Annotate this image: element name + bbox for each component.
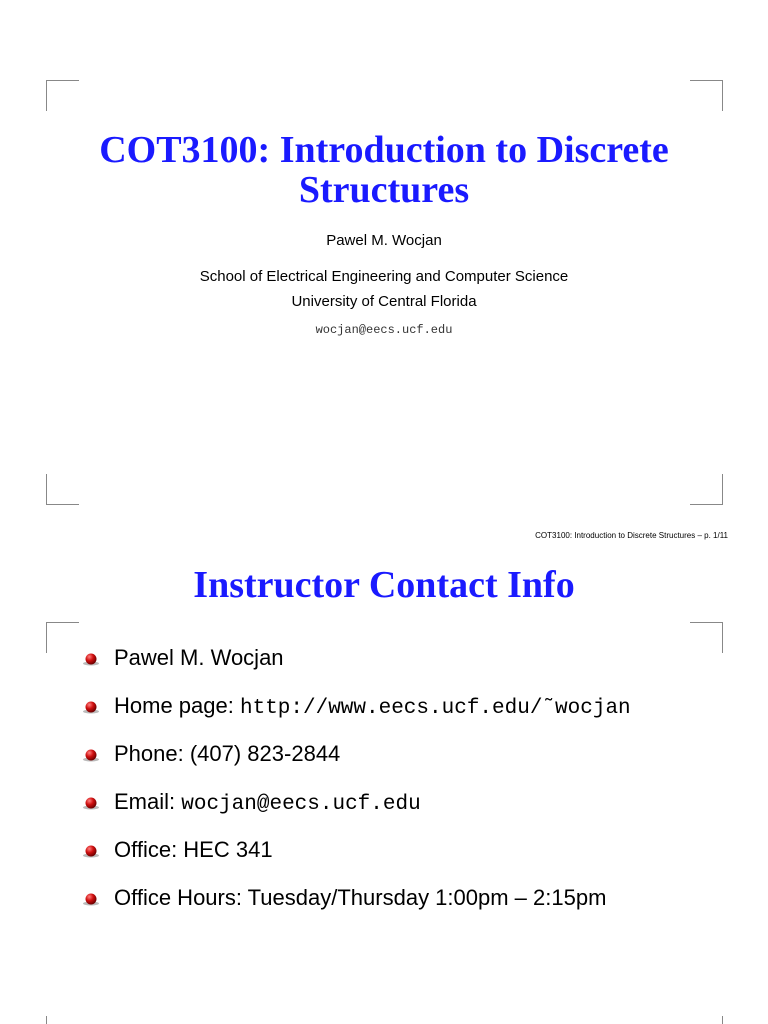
home-page-label: Home page:	[114, 693, 234, 718]
slide1-title	[0, 130, 768, 210]
university-name: University of Central Florida	[291, 293, 477, 310]
home-page-link[interactable]: http://www.eecs.ucf.edu/˜wocjan	[239, 697, 631, 720]
author-email: wocjan@eecs.ucf.edu	[315, 323, 453, 337]
list-item	[82, 880, 631, 928]
office-hours-text: Office Hours: Tuesday/Thursday 1:00pm – 2:15pm	[114, 885, 607, 910]
crop-mark-icon	[46, 474, 79, 505]
list-item	[82, 736, 631, 784]
red-ball-bullet-icon	[82, 748, 100, 762]
red-ball-bullet-icon	[82, 796, 100, 810]
crop-mark-icon	[690, 80, 723, 111]
crop-mark-icon	[46, 1016, 79, 1024]
list-item	[82, 784, 631, 832]
list-item	[82, 640, 631, 688]
crop-mark-icon	[46, 622, 79, 653]
author-name: Pawel M. Wocjan	[326, 232, 442, 249]
slide1-title-line2: Structures	[298, 169, 470, 211]
crop-mark-icon	[690, 474, 723, 505]
slide-footer: COT3100: Introduction to Discrete Structures – p. 1/11	[535, 531, 728, 540]
list-item	[82, 832, 631, 880]
slide2-title: Instructor Contact Info	[193, 564, 575, 606]
crop-mark-icon	[690, 622, 723, 653]
crop-mark-icon	[46, 80, 79, 111]
red-ball-bullet-icon	[82, 700, 100, 714]
contact-list	[82, 640, 631, 928]
slide1-title-line1: COT3100: Introduction to Discrete	[99, 129, 669, 171]
crop-mark-icon	[690, 1016, 723, 1024]
red-ball-bullet-icon	[82, 844, 100, 858]
contact-name: Pawel M. Wocjan	[114, 645, 284, 670]
phone-text: Phone: (407) 823-2844	[114, 741, 341, 766]
office-text: Office: HEC 341	[114, 837, 273, 862]
red-ball-bullet-icon	[82, 892, 100, 906]
school-name: School of Electrical Engineering and Computer Science	[199, 268, 569, 285]
email-link[interactable]: wocjan@eecs.ucf.edu	[181, 793, 421, 816]
email-label: Email:	[114, 789, 176, 814]
list-item	[82, 688, 631, 736]
red-ball-bullet-icon	[82, 652, 100, 666]
